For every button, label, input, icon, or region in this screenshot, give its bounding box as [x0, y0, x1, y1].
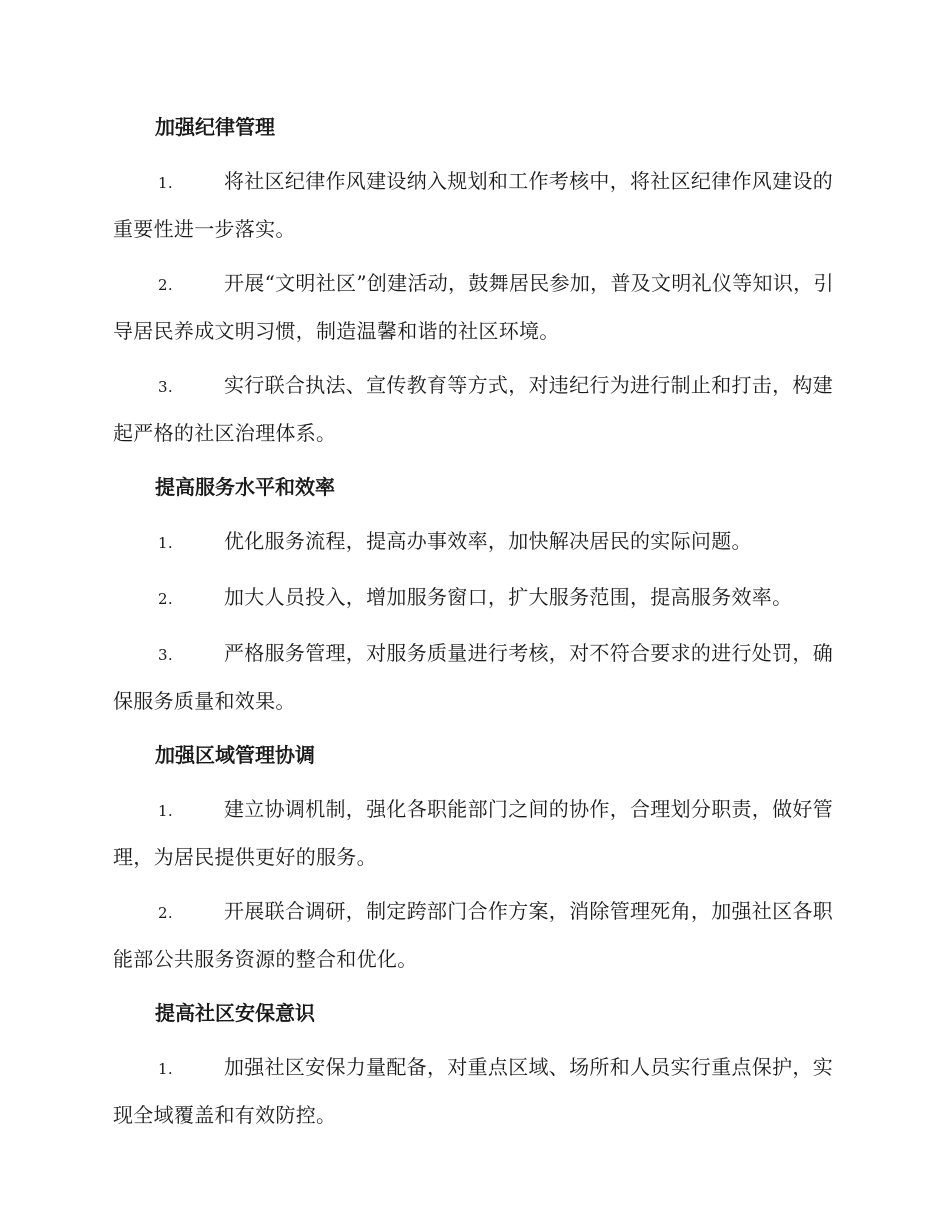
list-item [113, 786, 835, 880]
list-item [113, 1044, 835, 1138]
section-heading: 加强纪律管理 [155, 115, 275, 139]
item-text: 优化服务流程，提高办事效率，加快解决居民的实际问题。 [224, 529, 752, 553]
item-number: 2. [158, 904, 173, 922]
list-item [113, 630, 835, 724]
section-heading: 提高社区安保意识 [155, 1001, 315, 1025]
item-number: 1. [158, 1060, 173, 1078]
list-item [113, 158, 835, 252]
item-number: 3. [158, 378, 173, 396]
list-item [113, 574, 835, 622]
list-item [113, 518, 835, 566]
item-number: 2. [158, 276, 173, 294]
list-item [113, 362, 835, 456]
list-item [113, 260, 835, 354]
document-content [113, 104, 835, 1146]
item-text: 加大人员投入，增加服务窗口，扩大服务范围，提高服务效率。 [224, 585, 793, 609]
item-number: 1. [158, 174, 173, 192]
item-text: 严格服务管理，对服务质量进行考核，对不符合要求的进行处罚，确保服务质量和效果。 [113, 641, 833, 713]
section-heading: 加强区域管理协调 [155, 743, 315, 767]
item-number: 3. [158, 646, 173, 664]
item-text: 开展联合调研，制定跨部门合作方案，消除管理死角，加强社区各职能部公共服务资源的整合和优化。 [113, 899, 833, 971]
section-heading: 提高服务水平和效率 [155, 475, 335, 499]
list-item [113, 888, 835, 982]
item-text: 建立协调机制，强化各职能部门之间的协作，合理划分职责，做好管理，为居民提供更好的服务。 [113, 797, 833, 869]
item-number: 1. [158, 534, 173, 552]
item-number: 2. [158, 590, 173, 608]
item-text: 实行联合执法、宣传教育等方式，对违纪行为进行制止和打击，构建起严格的社区治理体系。 [113, 373, 833, 445]
item-text: 将社区纪律作风建设纳入规划和工作考核中，将社区纪律作风建设的重要性进一步落实。 [113, 169, 833, 241]
item-text: 开展“文明社区”创建活动，鼓舞居民参加，普及文明礼仪等知识，引导居民养成文明习惯，制造温馨和谐的社区环境。 [113, 271, 834, 343]
item-number: 1. [158, 802, 173, 820]
item-text: 加强社区安保力量配备，对重点区域、场所和人员实行重点保护，实现全域覆盖和有效防控。 [113, 1055, 833, 1127]
